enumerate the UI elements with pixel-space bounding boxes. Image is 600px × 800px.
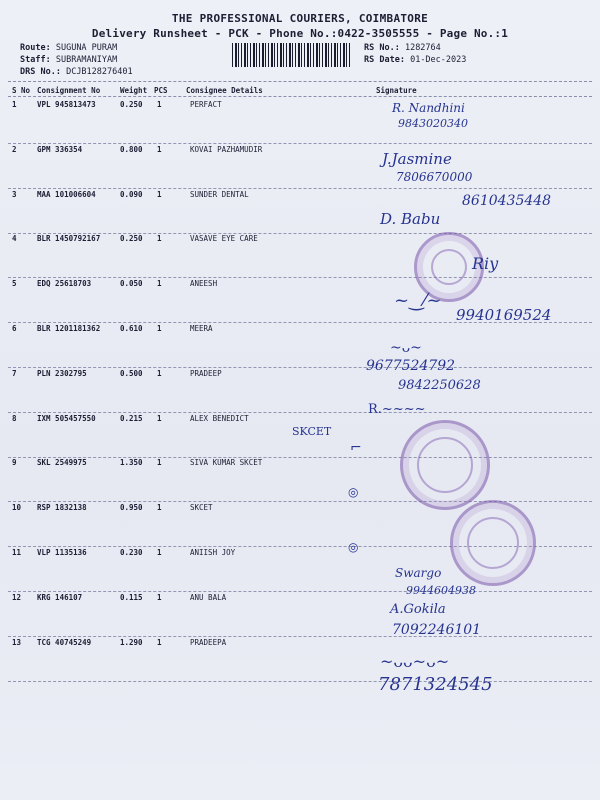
- row-pcs: 1: [157, 592, 162, 602]
- row-consignee: ALEX BENEDICT: [190, 413, 249, 423]
- signature-row-2-phone: 7806670000: [396, 170, 473, 184]
- table-row: [0, 234, 600, 278]
- signature-row-11-name: Swargo: [395, 566, 442, 580]
- row-sno: 7: [12, 368, 17, 378]
- header-divider-top: [8, 81, 592, 82]
- row-sno: 4: [12, 234, 17, 244]
- row-consignment-no: PLN 2302795: [37, 368, 87, 378]
- row-sno: 11: [12, 548, 22, 557]
- row-pcs: 1: [157, 548, 162, 557]
- drs-value: DCJB128276401: [66, 67, 133, 77]
- row-consignee: SKCET: [190, 503, 213, 513]
- row-sno: 9: [12, 458, 17, 468]
- rs-date-value: 01-Dec-2023: [410, 55, 467, 65]
- row-weight: 0.090: [120, 189, 143, 199]
- rs-no-value: 1282764: [404, 43, 441, 53]
- barcode: [232, 43, 352, 67]
- row-weight: 0.115: [120, 592, 143, 602]
- col-signature: Signature: [376, 86, 417, 95]
- company-title: THE PROFESSIONAL COURIERS, COIMBATORE: [171, 12, 429, 25]
- signature-row-11-phone: 9944604938: [406, 584, 476, 597]
- signature-row-3-phone: 8610435448: [462, 193, 552, 209]
- row-pcs: 1: [157, 144, 162, 154]
- table-row: [0, 100, 600, 144]
- signature-row-7-phone: 9842250628: [398, 378, 481, 393]
- signature-row-12-name: A.Gokila: [390, 602, 446, 617]
- row-weight: 0.050: [120, 279, 143, 289]
- table-row: [0, 593, 600, 637]
- row-sno: 13: [12, 637, 22, 647]
- staff-line: Staff: SUBRAMANIYAM: [20, 55, 118, 65]
- row-consignee: ANU BALA: [190, 592, 227, 602]
- row-weight: 0.250: [120, 100, 143, 109]
- signature-row-12-phone: 7092246101: [392, 622, 482, 638]
- signature-row-8-note: SKCET: [292, 425, 332, 438]
- table-row: [0, 145, 600, 189]
- row-sno: 5: [12, 279, 17, 289]
- row-weight: 0.230: [120, 548, 143, 557]
- row-pcs: 1: [157, 503, 162, 513]
- signature-row-10-mark: ◎: [348, 540, 359, 554]
- signature-row-7-scribble: R.~~~~: [368, 402, 426, 417]
- row-consignment-no: MAA 101006604: [37, 189, 96, 199]
- route-line: Route: SUGUNA PURAM: [20, 43, 118, 53]
- signature-row-1-name: R. Nandhini: [392, 101, 465, 115]
- signature-row-9-mark: ◎: [348, 485, 359, 499]
- row-sno: 10: [12, 503, 22, 513]
- signature-row-5-phone: 9940169524: [456, 306, 552, 324]
- row-consignee: KOVAI PAZHAMUDIR: [190, 144, 263, 154]
- row-consignee: VASAVE EYE CARE: [190, 234, 258, 244]
- signature-row-13-phone: 7871324545: [378, 674, 493, 695]
- row-sno: 12: [12, 592, 22, 602]
- row-consignee: PERFACT: [190, 100, 222, 109]
- signature-row-1-phone: 9843020340: [398, 117, 468, 130]
- row-consignee: ANIISH JOY: [190, 548, 236, 557]
- row-pcs: 1: [157, 234, 162, 244]
- signature-row-8-bracket: ⌐: [350, 440, 362, 456]
- route-value: SUGUNA PURAM: [55, 43, 118, 53]
- row-consignment-no: VPL 945813473: [37, 100, 96, 109]
- row-consignee: MEERA: [190, 324, 213, 333]
- col-pcs: PCS: [154, 86, 168, 95]
- runsheet-subtitle: Delivery Runsheet - PCK - Phone No.:0422-3505555 - Page No.:1: [91, 27, 509, 40]
- rs-no-line: RS No.: 1282764: [364, 43, 441, 53]
- row-consignment-no: IXM 505457550: [37, 413, 96, 423]
- signature-row-6-phone: 9677524792: [366, 358, 456, 374]
- signature-row-3-name: D. Babu: [380, 210, 441, 228]
- row-consignee: PRADEEPA: [190, 637, 227, 647]
- stamp-row-8: [400, 420, 490, 510]
- stamp-row-10: [450, 500, 536, 586]
- row-weight: 0.610: [120, 324, 143, 333]
- row-weight: 0.250: [120, 234, 143, 244]
- table-row: [0, 324, 600, 368]
- col-weight: Weight: [120, 86, 148, 95]
- row-consignment-no: KRG 146107: [37, 592, 83, 602]
- row-sno: 2: [12, 144, 17, 154]
- row-consignment-no: BLR 1201181362: [37, 324, 101, 333]
- row-pcs: 1: [157, 413, 162, 423]
- row-consignment-no: VLP 1135136: [37, 548, 87, 557]
- row-weight: 1.290: [120, 637, 143, 647]
- row-pcs: 1: [157, 324, 162, 333]
- drs-line: DRS No.: DCJB128276401: [20, 67, 133, 77]
- row-weight: 0.500: [120, 368, 143, 378]
- row-sno: 6: [12, 324, 17, 333]
- col-sno: S No: [12, 86, 31, 95]
- table-row: [0, 458, 600, 502]
- row-consignee: SUNDER DENTAL: [190, 189, 249, 199]
- col-consignment: Consignment No: [37, 86, 101, 95]
- row-weight: 0.215: [120, 413, 143, 423]
- signature-row-2-name: J.Jasmine: [382, 150, 452, 168]
- row-consignment-no: RSP 1832138: [37, 503, 87, 513]
- table-row: [0, 369, 600, 413]
- header-divider-bottom: [8, 96, 592, 97]
- row-pcs: 1: [157, 637, 162, 647]
- staff-value: SUBRAMANIYAM: [55, 55, 118, 65]
- signature-row-5-scribble: ~‿⁄~: [394, 290, 442, 311]
- row-consignee: SIVA KUMAR SKCET: [190, 458, 263, 468]
- row-consignment-no: EDQ 25618703: [37, 279, 92, 289]
- row-consignment-no: TCG 40745249: [37, 637, 92, 647]
- col-consignee: Consignee Details: [186, 86, 263, 95]
- row-pcs: 1: [157, 458, 162, 468]
- row-divider: [8, 681, 592, 682]
- row-pcs: 1: [157, 279, 162, 289]
- row-pcs: 1: [157, 100, 162, 109]
- row-pcs: 1: [157, 189, 162, 199]
- row-pcs: 1: [157, 368, 162, 378]
- signature-row-13-scribble: ~ᴗᴗ~ᴗ~: [380, 652, 450, 671]
- row-sno: 1: [12, 100, 17, 109]
- row-weight: 0.950: [120, 503, 143, 513]
- signature-row-4-name: Riy: [472, 254, 499, 273]
- signature-row-6-scribble: ~ᴗ~: [390, 340, 422, 356]
- table-row: [0, 638, 600, 682]
- rs-date-line: RS Date: 01-Dec-2023: [364, 55, 467, 65]
- row-sno: 3: [12, 189, 17, 199]
- row-consignee: ANEESH: [190, 279, 218, 289]
- row-weight: 0.800: [120, 144, 143, 154]
- row-consignment-no: GPM 336354: [37, 144, 83, 154]
- row-consignment-no: SKL 2549975: [37, 458, 87, 468]
- row-consignee: PRADEEP: [190, 368, 222, 378]
- row-weight: 1.350: [120, 458, 143, 468]
- row-sno: 8: [12, 413, 17, 423]
- row-consignment-no: BLR 1450792167: [37, 234, 101, 244]
